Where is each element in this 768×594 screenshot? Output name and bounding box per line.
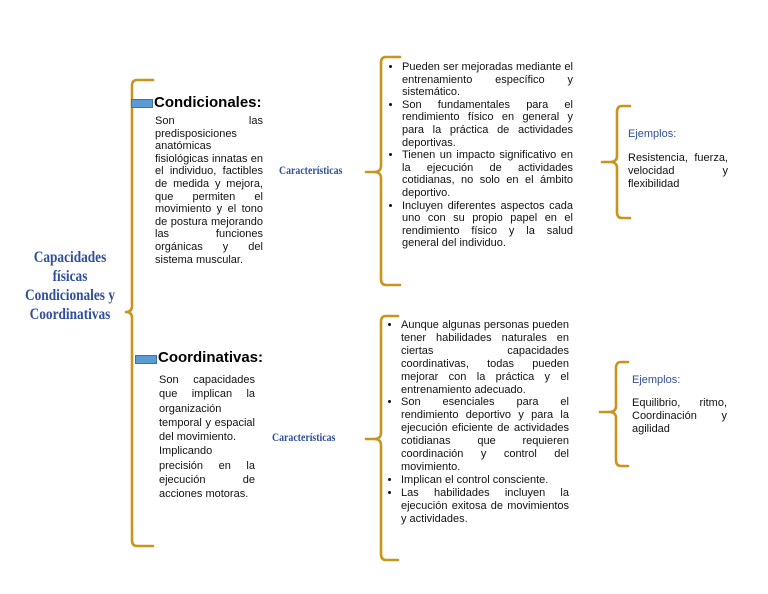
condicionales-caracteristicas-label: Características <box>279 163 343 177</box>
list-item: • Implican el control consciente. <box>401 474 569 487</box>
coordinativas-ejemplos-label: Ejemplos: <box>632 374 681 386</box>
coordinativas-ejemplos: Equilibrio, ritmo, Coordinación y agilidad <box>632 397 727 435</box>
condicionales-marker <box>131 99 153 108</box>
condicionales-description: Son las predisposiciones anatómicas fisiológicas innatas en el individuo, factibles de medida y mejora, que permiten el movimiento y el tono de postura mejorando las funciones orgánicas y del sistema muscular. <box>155 115 263 266</box>
list-item: • Incluyen diferentes aspectos cada uno con su propio papel en el rendimiento físico y la salud general del individuo. <box>402 200 573 250</box>
list-item: • Pueden ser mejoradas mediante el entrenamiento específico y sistemático. <box>402 61 573 99</box>
coordinativas-description-2: Implicando precisión en la ejecución de acciones motoras. <box>159 445 255 501</box>
condicionales-ejemplos: Resistencia, fuerza, velocidad y flexibilidad <box>628 152 728 190</box>
list-item: • Las habilidades incluyen la ejecución exitosa de movimientos y actividades. <box>401 487 569 526</box>
coordinativas-description-1: Son capacidades que implican la organización temporal y espacial del movimiento. <box>159 374 255 444</box>
condicionales-heading: Condicionales: <box>154 94 262 111</box>
coordinativas-caracteristicas-list <box>381 319 569 526</box>
list-item: • Aunque algunas personas pueden tener habilidades naturales en ciertas capacidades coordinativas, todas pueden mejorar con la práctica y el entrenamiento adecuado. <box>401 319 569 396</box>
list-item: • Son fundamentales para el rendimiento físico en general y para la práctica de actividades deportivas. <box>402 99 573 149</box>
list-item: • Tienen un impacto significativo en la ejecución de actividades cotidianas, no solo en el ámbito deportivo. <box>402 149 573 199</box>
condicionales-caracteristicas-list <box>382 61 573 250</box>
coordinativas-description <box>159 373 255 502</box>
main-bracket <box>126 80 153 546</box>
coordinativas-heading: Coordinativas: <box>158 349 264 366</box>
ejemplos-bracket-top <box>602 106 630 218</box>
coordinativas-marker <box>135 355 157 364</box>
ejemplos-bracket-bottom <box>600 362 628 466</box>
condicionales-ejemplos-label: Ejemplos: <box>628 128 677 140</box>
main-title: Capacidades físicas Condicionales y Coordinativas <box>24 249 115 323</box>
coordinativas-caracteristicas-label: Características <box>272 430 336 444</box>
list-item: • Son esenciales para el rendimiento deportivo y para la ejecución eficiente de actividades cotidianas que requieren coordinación y control del movimiento. <box>401 396 569 473</box>
